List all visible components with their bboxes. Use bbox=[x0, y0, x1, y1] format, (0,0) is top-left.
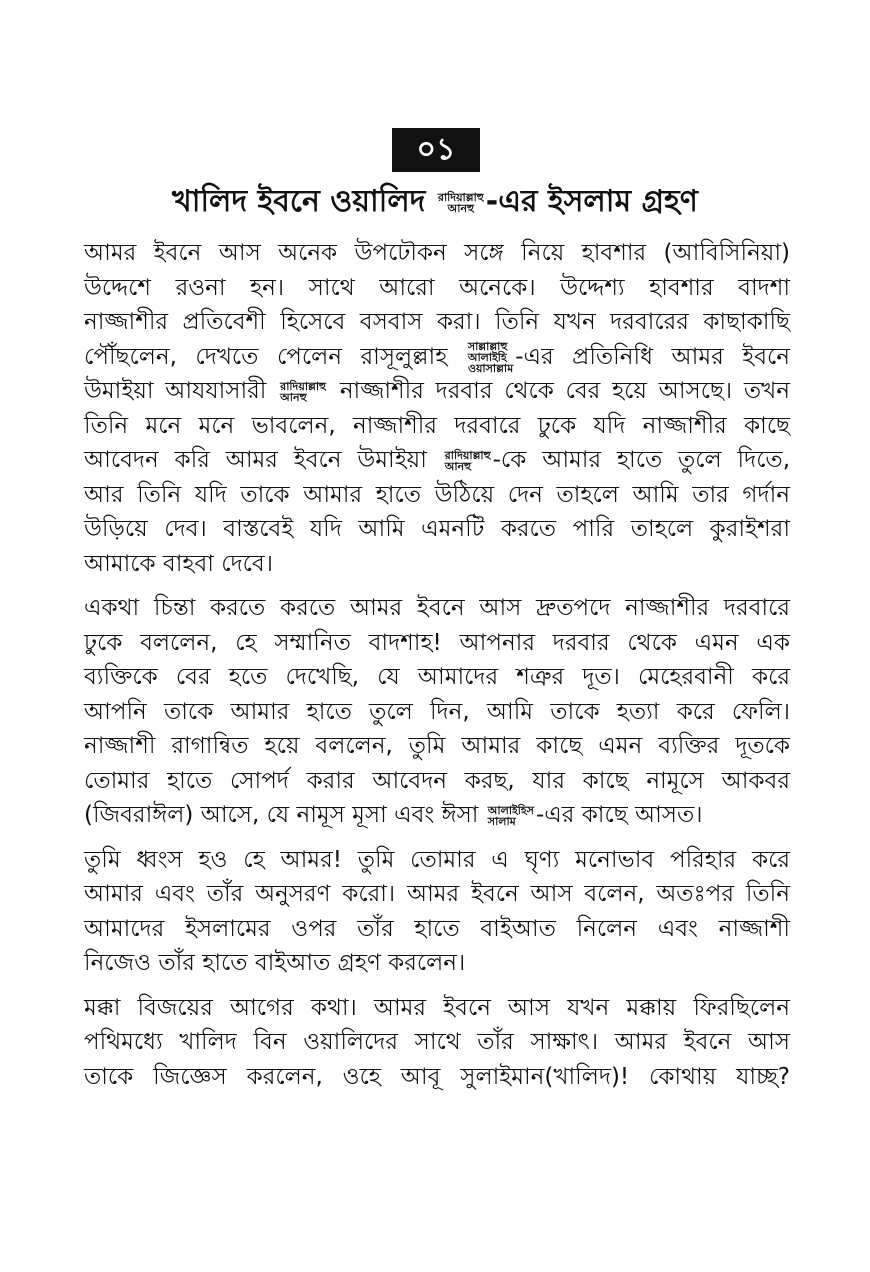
text-line: আমাকে বাহবা দেবে। bbox=[84, 550, 273, 577]
chapter-title bbox=[60, 180, 810, 224]
honorific-radiallahu-glyph: রাদিয়াল্লাহু আনহু bbox=[437, 190, 484, 215]
honorific-alaihissalam-glyph: আলাইহিস সালাম bbox=[487, 803, 534, 828]
text-line: উমাইয়া আযযাসারী রাদিয়াল্লাহু আনহু নাজ্জাশীর দরবার থেকে বের হয়ে আসছে। তখন bbox=[84, 378, 791, 404]
text-line: নাজ্জাশীর প্রতিবেশী হিসেবে বসবাস করা। তিনি যখন দরবারের কাছাকাছি bbox=[84, 309, 790, 335]
text-line: তিনি মনে মনে ভাবলেন, নাজ্জাশীর দরবারে ঢুকে যদি নাজ্জাশীর কাছে bbox=[84, 412, 790, 439]
text-line: তুমি ধ্বংস হও হে আমর! তুমি তোমার এ ঘৃণ্য মনোভাব পরিহার করে bbox=[84, 846, 790, 873]
text-line: আমার এবং তাঁর অনুসরণ করো। আমর ইবনে আস বলেন, অতঃপর তিনি bbox=[84, 881, 790, 907]
text-line: (জিবরাঈল) আসে, যে নামূস মূসা এবং ঈসা আলাইহিস সালাম -এর কাছে আসত। bbox=[84, 802, 703, 828]
chapter-number: ০১ bbox=[416, 131, 456, 167]
chapter-number-badge bbox=[392, 128, 480, 172]
text-line: তাকে জিজ্ঞেস করলেন, ওহে আবূ সুলাইমান(খালিদ)! কোথায় যাচ্ছ? bbox=[84, 1063, 790, 1090]
honorific-sallallahu-glyph: সাল্লাল্লাহু আলাইহি ওয়াসাল্লাম bbox=[467, 339, 514, 375]
title-text-before: খালিদ ইবনে ওয়ালিদ bbox=[172, 184, 426, 219]
paragraph bbox=[84, 591, 790, 833]
paragraph bbox=[84, 991, 790, 1095]
text-line: ঢুকে বললেন, হে সম্মানিত বাদশাহ! আপনার দরবার থেকে এমন এক bbox=[84, 629, 790, 656]
text-line: পথিমধ্যে খালিদ বিন ওয়ালিদের সাথে তাঁর সাক্ষাৎ। আমর ইবনে আস bbox=[84, 1029, 790, 1055]
paragraph bbox=[84, 236, 790, 581]
honorific-radiallahu-glyph: রাদিয়াল্লাহু আনহু bbox=[280, 379, 327, 404]
text-line: উদ্দেশে রওনা হন। সাথে আরো অনেকে। উদ্দেশ্য হাবশার বাদশা bbox=[84, 274, 790, 301]
body-text bbox=[84, 236, 790, 1104]
text-line: একথা চিন্তা করতে করতে আমর ইবনে আস দ্রুতপদে নাজ্জাশীর দরবারে bbox=[84, 595, 790, 621]
text-line: মক্কা বিজয়ের আগের কথা। আমর ইবনে আস যখন মক্কায় ফিরছিলেন bbox=[84, 994, 790, 1021]
text-line: নাজ্জাশী রাগান্বিত হয়ে বললেন, তুমি আমার কাছে এমন ব্যক্তির দূতকে bbox=[84, 733, 790, 759]
text-line: আবেদন করি আমর ইবনে উমাইয়া রাদিয়াল্লাহু আনহু -কে আমার হাতে তুলে দিতে, bbox=[84, 447, 790, 473]
text-line: আর তিনি যদি তাকে আমার হাতে উঠিয়ে দেন তাহলে আমি তার গর্দান bbox=[84, 481, 790, 508]
text-line: ব্যক্তিকে বের হতে দেখেছি, যে আমাদের শত্রুর দূত। মেহেরবানী করে bbox=[84, 664, 790, 690]
text-line: পৌঁছলেন, দেখতে পেলেন রাসূলুল্লাহ সাল্লাল্লাহু আলাইহি ওয়াসাল্লাম -এর প্রতিনিধি আমর ইবনে bbox=[84, 339, 791, 375]
text-line: আপনি তাকে আমার হাতে তুলে দিন, আমি তাকে হত্যা করে ফেলি। bbox=[84, 698, 790, 725]
paragraph bbox=[84, 843, 790, 981]
honorific-radiallahu-glyph: রাদিয়াল্লাহু আনহু bbox=[444, 448, 491, 473]
text-line: নিজেও তাঁর হাতে বাইআত গ্রহণ করলেন। bbox=[84, 950, 466, 976]
text-line: আমাদের ইসলামের ওপর তাঁর হাতে বাইআত নিলেন এবং নাজ্জাশী bbox=[84, 915, 790, 942]
text-line: আমর ইবনে আস অনেক উপঢৌকন সঙ্গে নিয়ে হাবশার (আবিসিনিয়া) bbox=[84, 240, 790, 266]
title-text-after: -এর ইসলাম গ্রহণ bbox=[485, 184, 698, 219]
text-line: তোমার হাতে সোপর্দ করার আবেদন করছ, যার কাছে নামূসে আকবর bbox=[84, 767, 790, 794]
text-line: উড়িয়ে দেব। বাস্তবেই যদি আমি এমনটি করতে পারি তাহলে কুরাইশরা bbox=[84, 516, 790, 542]
